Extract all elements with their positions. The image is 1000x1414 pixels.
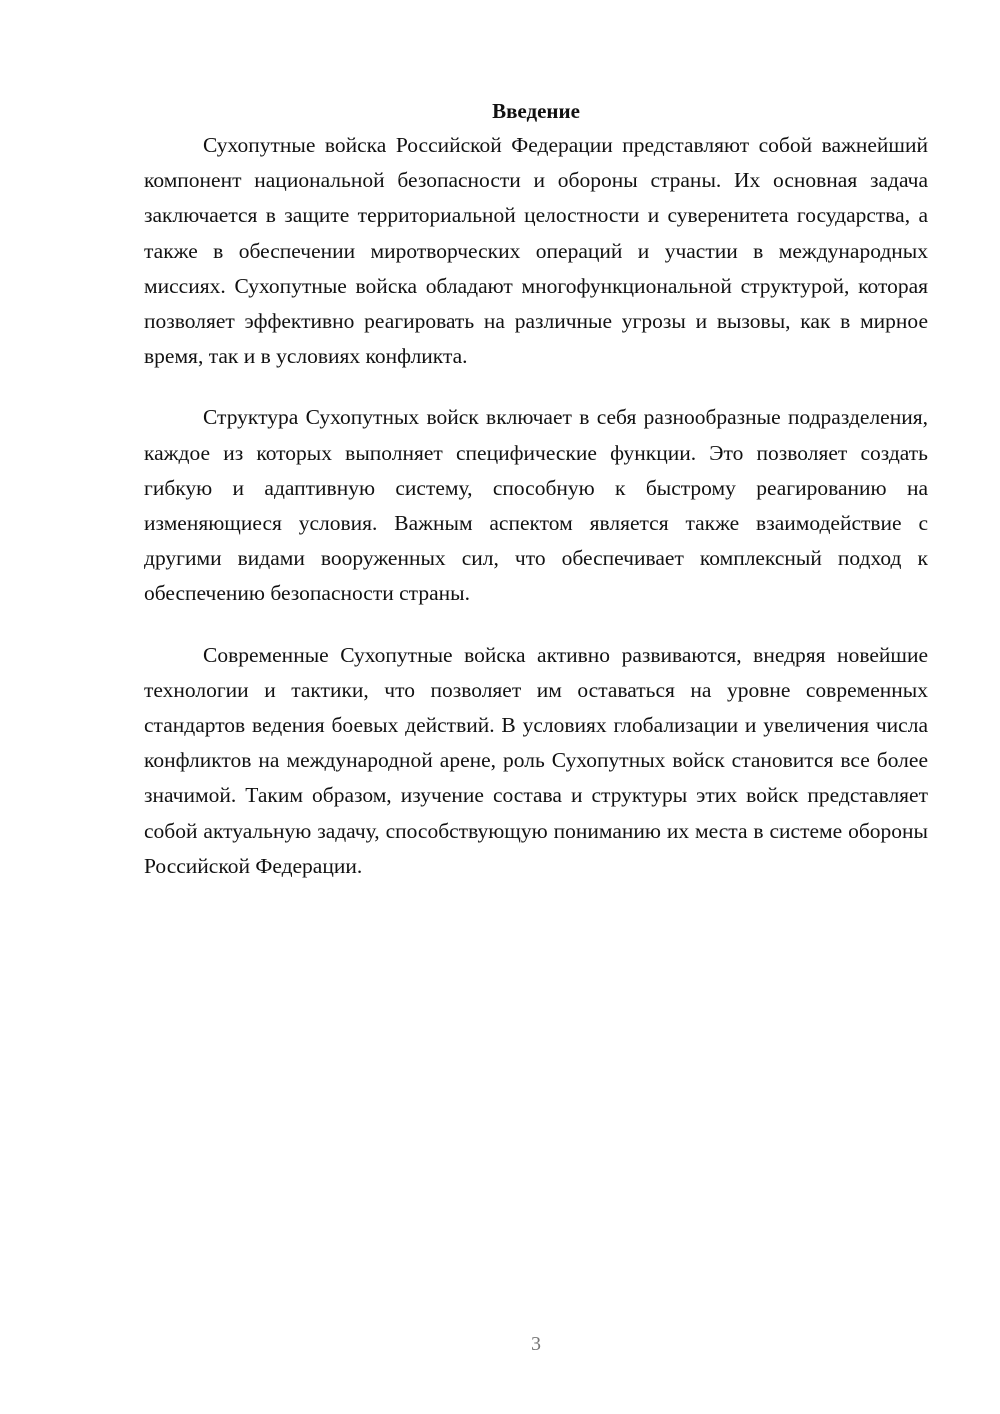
page-number: 3 xyxy=(531,1333,541,1355)
paragraph-intro: Сухопутные войска Российской Федерации представляют собой важнейший компонент национальной безопасности и обороны страны. Их основная задача заключается в защите территориальной целостности и суверенитета государства, а также в обеспечении миротворческих операций и участии в международных миссиях. Сухопутные войска обладают многофункциональной структурой, которая позволяет эффективно реагировать на различные угрозы и вызовы, как в мирное время, так и в условиях конфликта. xyxy=(144,133,928,369)
section-heading: Введение xyxy=(492,99,580,123)
paragraph-modern: Современные Сухопутные войска активно развиваются, внедряя новейшие технологии и тактики, что позволяет им оставаться на уровне современных стандартов ведения боевых действий. В условиях глобализации и увеличения числа конфликтов на международной арене, роль Сухопутных войск становится все более значимой. Таким образом, изучение состава и структуры этих войск представляет собой актуальную задачу, способствующую пониманию их места в системе обороны Российской Федерации. xyxy=(144,642,928,878)
paragraph-structure: Структура Сухопутных войск включает в себя разнообразные подразделения, каждое из которых выполняет специфические функции. Это позволяет создать гибкую и адаптивную систему, способную к быстрому реагированию на изменяющиеся условия. Важным аспектом является также взаимодействие с другими видами вооруженных сил, что обеспечивает комплексный подход к обеспечению безопасности страны. xyxy=(144,405,928,606)
document-body xyxy=(144,96,928,910)
